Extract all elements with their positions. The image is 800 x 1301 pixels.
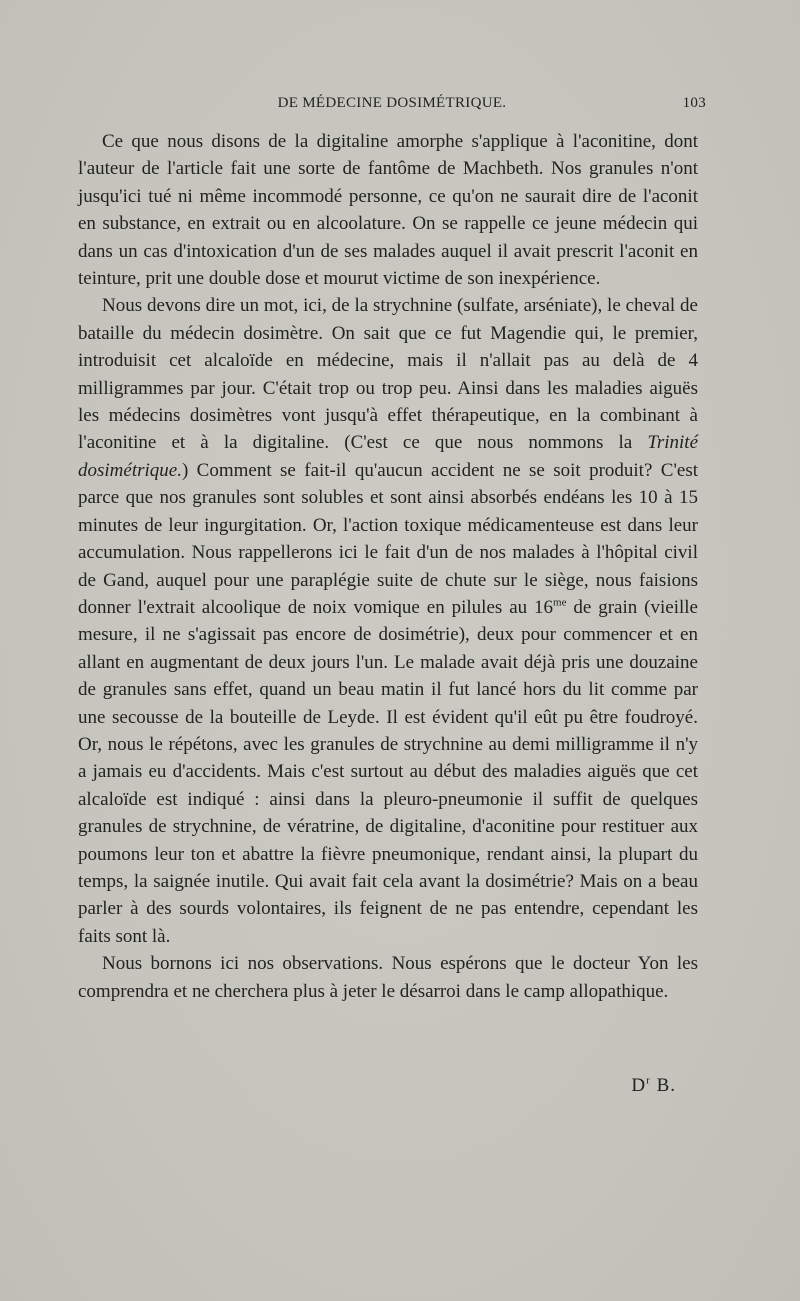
paragraph-1: Ce que nous disons de la digitaline amorphe s'applique à l'aconitine, dont l'auteur de l'article fait une sorte de fantôme de Machbeth. Nos granules n'ont jusqu'ici tué ni même incommodé personne, ce qu'on ne saurait dire de l'aconit en substance, en extrait ou en alcoolature. On se rappelle ce jeune médecin qui dans un cas d'intoxication d'un de ses malades auquel il avait prescrit l'aconit en teinture, prit une double dose et mourut victime de son inexpérience. — [78, 131, 698, 290]
paragraph-2-text-c: de grain (vieille mesure, il ne s'agissait pas encore de dosimétrie), deux pour commencer et en allant en augmentant de deux jours l'un. Le malade avait déjà pris une douzaine de granules sans effet, quand un beau matin il fut lancé hors du lit comme par une secousse de la bouteille de Leyde. Il est évident qu'il eût pu être foudroyé. Or, nous le répétons, avec les granules de strychnine au demi milligramme il n'y a jamais eu d'accidents. Mais c'est surtout au début des maladies aiguës que cet alcaloïde est indiqué : ainsi dans la pleuro-pneumonie il suffit de quelques granules de strychnine, de vératrine, de digitaline, d'aconitine pour restituer aux poumons leur ton et abattre la fièvre pneumonique, rendant ainsi, la plupart du temps, la saignée inutile. Qui avait fait cela avant la dosimétrie? Mais on a beau parler à des sourds volontaires, ils feignent de ne pas entendre, cependant les faits sont là. — [78, 596, 698, 947]
paragraph-2 — [78, 292, 698, 950]
paragraph-2-text-a: Nous devons dire un mot, ici, de la strychnine (sulfate, arséniate), le cheval de bataille du médecin dosimètre. On sait que ce fut Magendie qui, le premier, introduisit cet alcaloïde en médecine, mais il n'allait pas au delà de 4 milligrammes par jour. C'était trop ou trop peu. Ainsi dans les maladies aiguës les médecins dosimètres vont jusqu'à effet thérapeutique, en la combinant à l'aconitine et à la digitaline. (C'est ce que nous nommons la — [78, 295, 698, 454]
signature-name: B. — [650, 1075, 676, 1096]
signature-prefix: D — [631, 1075, 647, 1096]
paragraph-3: Nous bornons ici nos observations. Nous espérons que le docteur Yon les comprendra et ne cherchera plus à jeter le désarroi dans le camp allopathique. — [78, 953, 698, 1002]
paragraph-2-text-b: ) Comment se fait-il qu'aucun accident ne se soit produit? C'est parce que nos granules sont solubles et sont ainsi absorbés endéans les 10 à 15 minutes de leur ingurgitation. Or, l'action toxique médicamenteuse est dans leur accumulation. Nous rappellerons ici le fait d'un de nos malades à l'hôpital civil de Gand, auquel pour une paraplégie suite de chute sur le siège, nous faisions donner l'extrait alcoolique de noix vomique en pilules au 16 — [78, 459, 698, 618]
superscript-me: me — [553, 596, 567, 609]
page-header — [78, 95, 706, 119]
body-text — [78, 128, 698, 1005]
page-number: 103 — [682, 95, 706, 111]
italic-phrase: Trinité dosimétrique. — [78, 432, 699, 481]
signature-prefix-sup: r — [646, 1074, 651, 1087]
running-title: DE MÉDECINE DOSIMÉTRIQUE. — [277, 95, 507, 111]
signature — [631, 1075, 676, 1097]
